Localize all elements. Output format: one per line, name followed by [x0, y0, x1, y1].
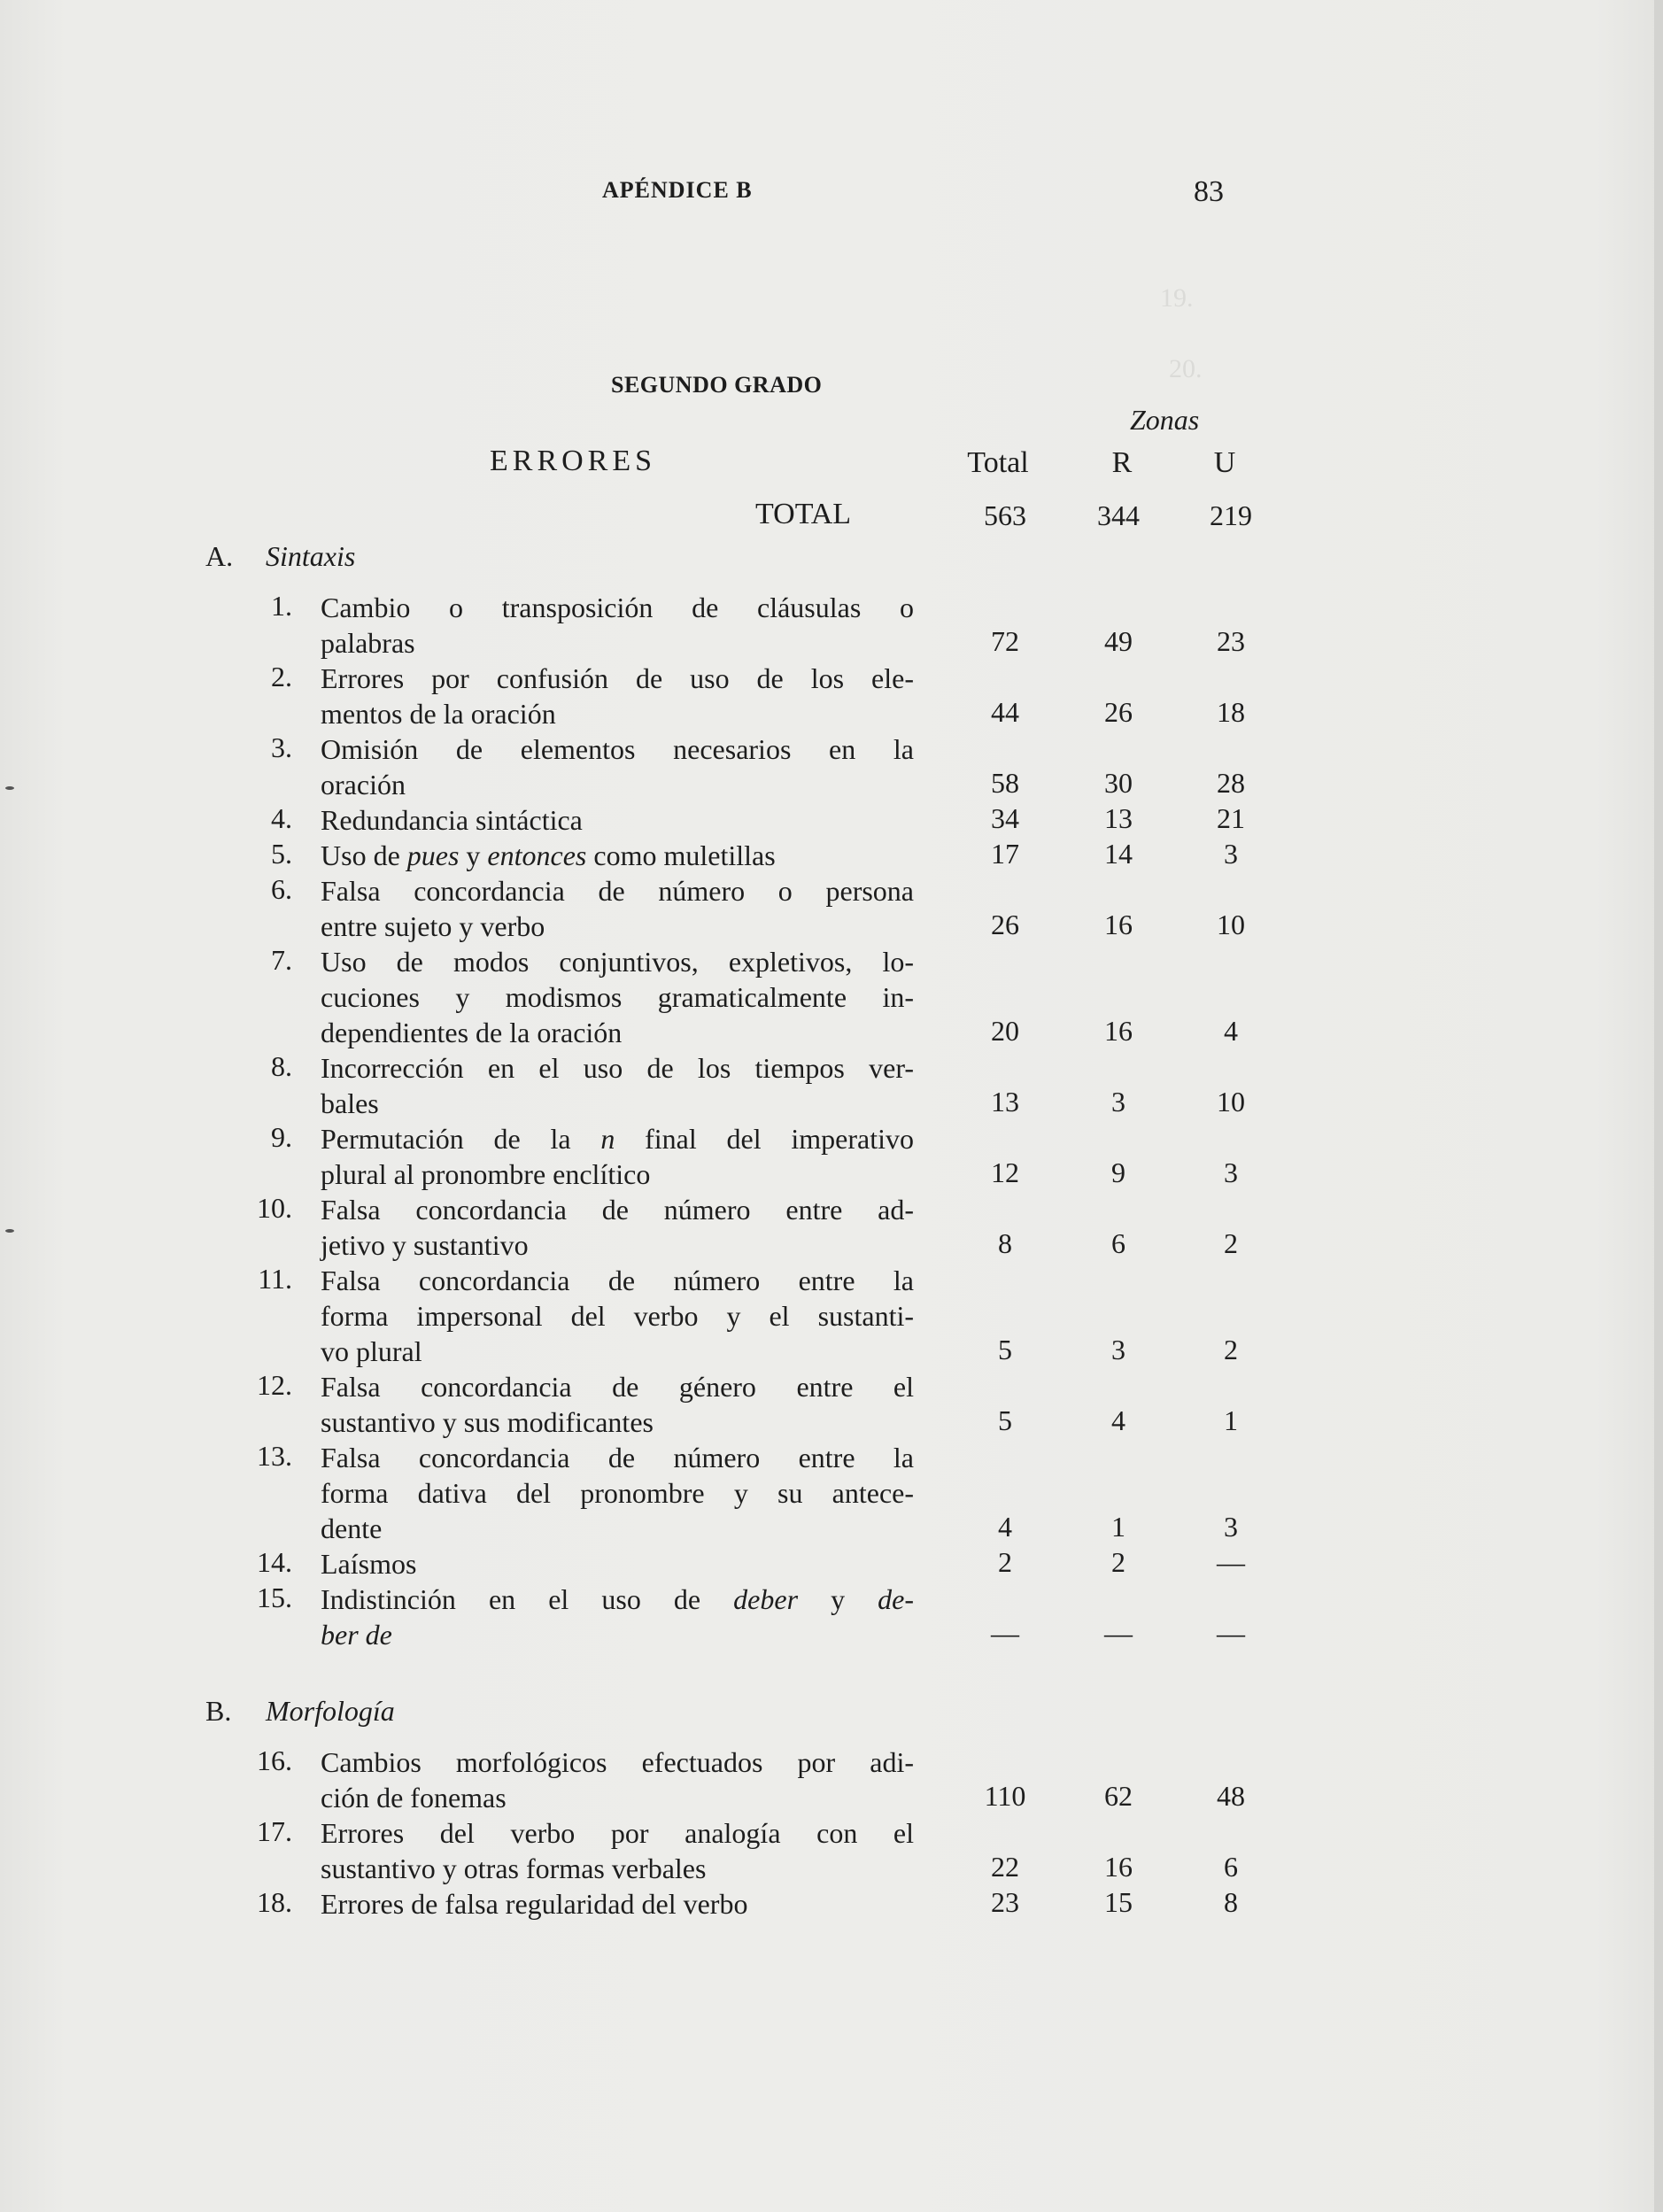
bleed-through-marks: 19. [1160, 283, 1194, 313]
item-total-value: 12 [991, 1156, 1019, 1188]
item-total-value: 44 [991, 696, 1019, 728]
item-number: 8. [271, 1050, 292, 1082]
description-line: Omisión de elementos necesarios en la [321, 733, 914, 765]
item-total-value: 22 [991, 1851, 1019, 1883]
total-column-header: Total [967, 446, 1029, 479]
description-line [321, 1617, 914, 1652]
item-description [321, 1263, 914, 1369]
description-line: forma impersonal del verbo y el sustanti- [321, 1300, 914, 1332]
item-total-value: 8 [998, 1227, 1012, 1259]
item-u-value: 21 [1217, 802, 1245, 834]
description-line: Uso de modos conjuntivos, expletivos, lo- [321, 946, 914, 978]
errors-column-header: ERRORES [490, 445, 657, 477]
item-u-value: 2 [1224, 1334, 1238, 1365]
running-head: APÉNDICE B [602, 177, 753, 203]
item-description [321, 1546, 914, 1582]
item-number: 7. [271, 944, 292, 976]
item-description [321, 590, 914, 661]
item-u-value: 23 [1217, 625, 1245, 657]
section-letter: A. [205, 540, 234, 572]
item-r-value: 16 [1104, 909, 1133, 940]
italic-term: entonces [487, 839, 587, 871]
bleed-through-marks: 20. [1169, 354, 1203, 383]
section-letter: B. [205, 1695, 232, 1727]
item-description [321, 1121, 914, 1192]
description-line: palabras [321, 627, 415, 659]
description-line: Cambio o transposición de cláusulas o [321, 592, 914, 623]
item-u-value: 8 [1224, 1886, 1238, 1918]
description-fragment: Permutación de la [321, 1123, 601, 1155]
item-u-value: 2 [1224, 1227, 1238, 1259]
item-u-value: 3 [1224, 1156, 1238, 1188]
item-number: 1. [271, 590, 292, 622]
item-r-value: 3 [1111, 1086, 1125, 1118]
item-r-value: 4 [1111, 1404, 1125, 1436]
zones-label: Zonas [1130, 404, 1200, 436]
item-description [321, 838, 914, 873]
description-line: Incorrección en el uso de los tiempos ver- [321, 1052, 914, 1084]
item-description [321, 1815, 914, 1886]
item-total-value: 5 [998, 1404, 1012, 1436]
item-u-value: 3 [1224, 838, 1238, 870]
description-fragment: y [459, 839, 488, 871]
item-description [321, 1886, 914, 1922]
description-line: Falsa concordancia de género entre el [321, 1371, 914, 1403]
item-number: 2. [271, 661, 292, 692]
item-number: 4. [271, 802, 292, 834]
item-total-value: — [991, 1617, 1019, 1649]
description-line: entre sujeto y verbo [321, 910, 545, 942]
item-description [321, 1050, 914, 1121]
table-title: SEGUNDO GRADO [611, 372, 823, 398]
description-line: jetivo y sustantivo [321, 1229, 529, 1261]
item-description [321, 1369, 914, 1440]
description-line: forma dativa del pronombre y su antece- [321, 1477, 914, 1509]
item-number: 18. [257, 1886, 292, 1918]
item-total-value: 58 [991, 767, 1019, 799]
section-heading-morfologia [205, 1695, 395, 1728]
item-r-value: 3 [1111, 1334, 1125, 1365]
description-fragment: Uso de [321, 839, 407, 871]
item-r-value: 14 [1104, 838, 1133, 870]
description-line: Falsa concordancia de número o persona [321, 875, 914, 907]
item-u-value: 10 [1217, 1086, 1245, 1118]
description-fragment: como muletillas [586, 839, 776, 871]
description-line: plural al pronombre enclítico [321, 1158, 651, 1190]
item-number: 5. [271, 838, 292, 870]
item-number: 12. [257, 1369, 292, 1401]
item-u-value: 3 [1224, 1511, 1238, 1543]
description-line: Falsa concordancia de número entre la [321, 1442, 914, 1473]
item-total-value: 34 [991, 802, 1019, 834]
page-number: 83 [1194, 175, 1224, 208]
item-r-value: 16 [1104, 1851, 1133, 1883]
grand-total-label: TOTAL [755, 498, 852, 530]
item-description [321, 661, 914, 731]
item-r-value: 13 [1104, 802, 1133, 834]
item-u-value: 4 [1224, 1015, 1238, 1047]
item-number: 6. [271, 873, 292, 905]
description-line: Errores de falsa regularidad del verbo [321, 1888, 748, 1920]
item-total-value: 23 [991, 1886, 1019, 1918]
item-description [321, 731, 914, 802]
italic-term: n [600, 1123, 615, 1155]
item-description [321, 944, 914, 1050]
description-line: Errores por confusión de uso de los ele- [321, 662, 914, 694]
description-line [321, 1121, 914, 1156]
description-fragment: y [798, 1583, 878, 1615]
description-line [321, 838, 914, 873]
item-description [321, 873, 914, 944]
description-line: dente [321, 1512, 383, 1544]
item-u-value: 1 [1224, 1404, 1238, 1436]
item-number: 15. [257, 1582, 292, 1613]
item-u-value: — [1217, 1617, 1245, 1649]
item-total-value: 72 [991, 625, 1019, 657]
item-total-value: 20 [991, 1015, 1019, 1047]
u-column-header: U [1213, 446, 1236, 479]
description-line: Laísmos [321, 1548, 417, 1580]
description-fragment: final del imperativo [615, 1123, 915, 1155]
item-total-value: 4 [998, 1511, 1012, 1543]
grand-total-u: 219 [1210, 499, 1252, 531]
item-total-value: 17 [991, 838, 1019, 870]
item-total-value: 110 [984, 1780, 1026, 1812]
section-heading-sintaxis [205, 540, 355, 573]
description-line: ción de fonemas [321, 1782, 507, 1814]
item-number: 9. [271, 1121, 292, 1153]
description-line: Falsa concordancia de número entre la [321, 1265, 914, 1296]
item-u-value: 6 [1224, 1851, 1238, 1883]
description-line: bales [321, 1087, 379, 1119]
italic-term: deber [733, 1583, 799, 1615]
item-r-value: 9 [1111, 1156, 1125, 1188]
description-line: Errores del verbo por analogía con el [321, 1817, 914, 1849]
grand-total-value: 563 [984, 499, 1026, 531]
item-description [321, 1582, 914, 1652]
item-number: 13. [257, 1440, 292, 1472]
description-line: Redundancia sintáctica [321, 804, 583, 836]
item-r-value: 1 [1111, 1511, 1125, 1543]
section-name: Morfología [266, 1695, 395, 1727]
item-number: 17. [257, 1815, 292, 1847]
item-r-value: 16 [1104, 1015, 1133, 1047]
item-total-value: 2 [998, 1546, 1012, 1578]
item-u-value: 10 [1217, 909, 1245, 940]
item-r-value: 2 [1111, 1546, 1125, 1578]
item-description [321, 1192, 914, 1263]
item-u-value: — [1217, 1546, 1245, 1578]
item-r-value: 49 [1104, 625, 1133, 657]
description-line: sustantivo y sus modificantes [321, 1406, 654, 1438]
item-description [321, 1744, 914, 1815]
item-number: 14. [257, 1546, 292, 1578]
item-total-value: 13 [991, 1086, 1019, 1118]
section-name: Sintaxis [266, 540, 356, 572]
item-description [321, 802, 914, 838]
r-column-header: R [1111, 446, 1133, 479]
description-fragment: Indistinción en el uso de [321, 1583, 734, 1615]
item-r-value: 26 [1104, 696, 1133, 728]
item-total-value: 26 [991, 909, 1019, 940]
grand-total-r: 344 [1097, 499, 1140, 531]
item-r-value: 62 [1104, 1780, 1133, 1812]
description-line: cuciones y modismos gramaticalmente in- [321, 981, 914, 1013]
paper-speck [5, 786, 14, 790]
italic-term: pues [406, 839, 460, 871]
item-description [321, 1440, 914, 1546]
description-line [321, 1582, 914, 1617]
description-line: oración [321, 769, 406, 800]
item-r-value: — [1104, 1617, 1133, 1649]
item-number: 10. [257, 1192, 292, 1224]
description-line: Falsa concordancia de número entre ad- [321, 1194, 914, 1226]
italic-term: de- [878, 1583, 915, 1615]
item-number: 16. [257, 1744, 292, 1776]
item-r-value: 30 [1104, 767, 1133, 799]
item-u-value: 48 [1217, 1780, 1245, 1812]
description-line: vo plural [321, 1335, 422, 1367]
item-r-value: 6 [1111, 1227, 1125, 1259]
page-edge [1654, 0, 1663, 2212]
italic-term: ber de [321, 1619, 392, 1651]
item-number: 3. [271, 731, 292, 763]
paper-speck [5, 1229, 14, 1233]
item-u-value: 18 [1217, 696, 1245, 728]
description-line: mentos de la oración [321, 698, 556, 730]
description-line: sustantivo y otras formas verbales [321, 1852, 707, 1884]
description-line: dependientes de la oración [321, 1017, 623, 1048]
item-u-value: 28 [1217, 767, 1245, 799]
description-line: Cambios morfológicos efectuados por adi- [321, 1746, 914, 1778]
item-total-value: 5 [998, 1334, 1012, 1365]
item-number: 11. [258, 1263, 292, 1295]
item-r-value: 15 [1104, 1886, 1133, 1918]
